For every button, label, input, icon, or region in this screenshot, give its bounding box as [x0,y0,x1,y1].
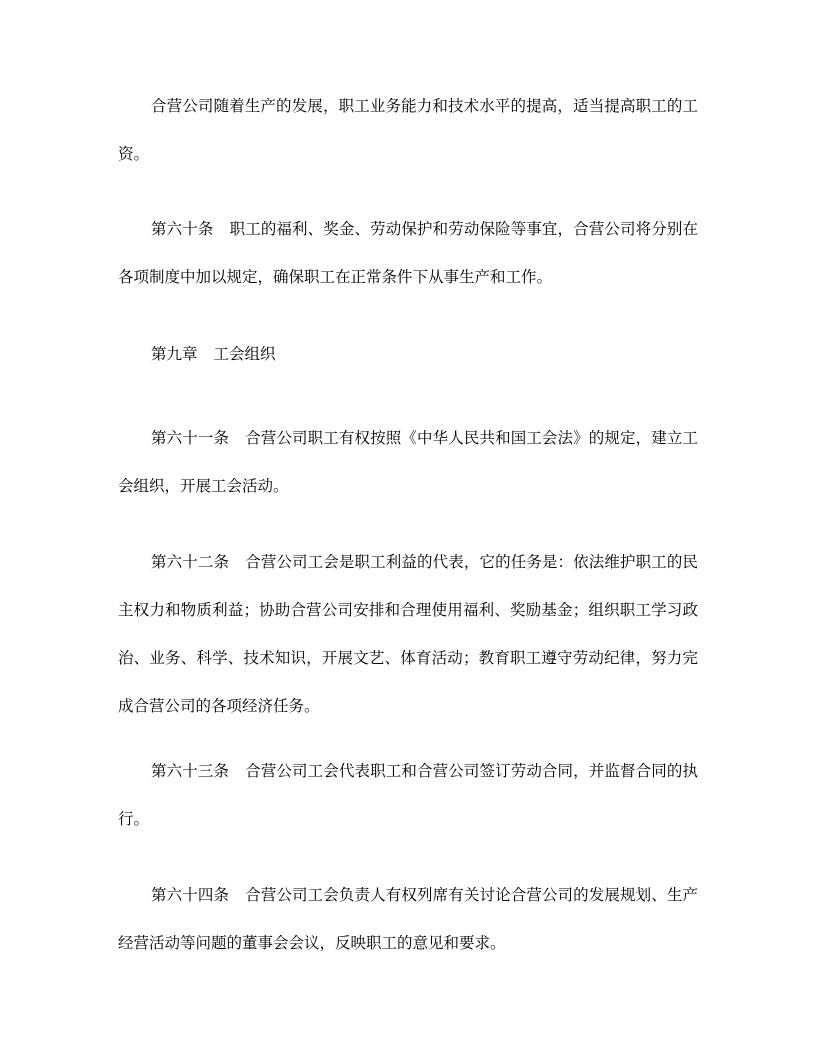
article-heading: 第六十条 [151,220,214,238]
article-64 [118,871,698,967]
paragraph-text: 合营公司随着生产的发展，职工业务能力和技术水平的提高，适当提高职工的工资。 [118,97,698,163]
article-text: 合营公司工会代表职工和合营公司签订劳动合同，并监督合同的执行。 [118,762,698,828]
article-heading: 第六十二条 [151,553,230,571]
article-heading: 第六十四条 [151,886,230,904]
chapter-9-heading [118,330,698,378]
article-heading: 第六十三条 [151,762,230,780]
article-61 [118,414,698,510]
chapter-title: 工会组织 [213,345,276,363]
article-text: 合营公司工会是职工利益的代表，它的任务是：依法维护职工的民主权力和物质利益；协助合营公司安排和合理使用福利、奖励基金；组织职工学习政治、业务、科学、技术知识，开展文艺、体育活动；教育职工遵守劳动纪律，努力完成合营公司的各项经济任务。 [118,553,698,715]
article-text: 职工的福利、奖金、劳动保护和劳动保险等事宜，合营公司将分别在各项制度中加以规定，确保职工在正常条件下从事生产和工作。 [118,220,698,286]
article-text: 合营公司职工有权按照《中华人民共和国工会法》的规定，建立工会组织，开展工会活动。 [118,429,698,495]
chapter-number: 第九章 [151,345,198,363]
paragraph-wage-increase [118,82,698,178]
article-60 [118,205,698,301]
article-63 [118,747,698,843]
article-62 [118,538,698,730]
article-heading: 第六十一条 [151,429,230,447]
article-text: 合营公司工会负责人有权列席有关讨论合营公司的发展规划、生产经营活动等问题的董事会会议，反映职工的意见和要求。 [118,886,698,952]
